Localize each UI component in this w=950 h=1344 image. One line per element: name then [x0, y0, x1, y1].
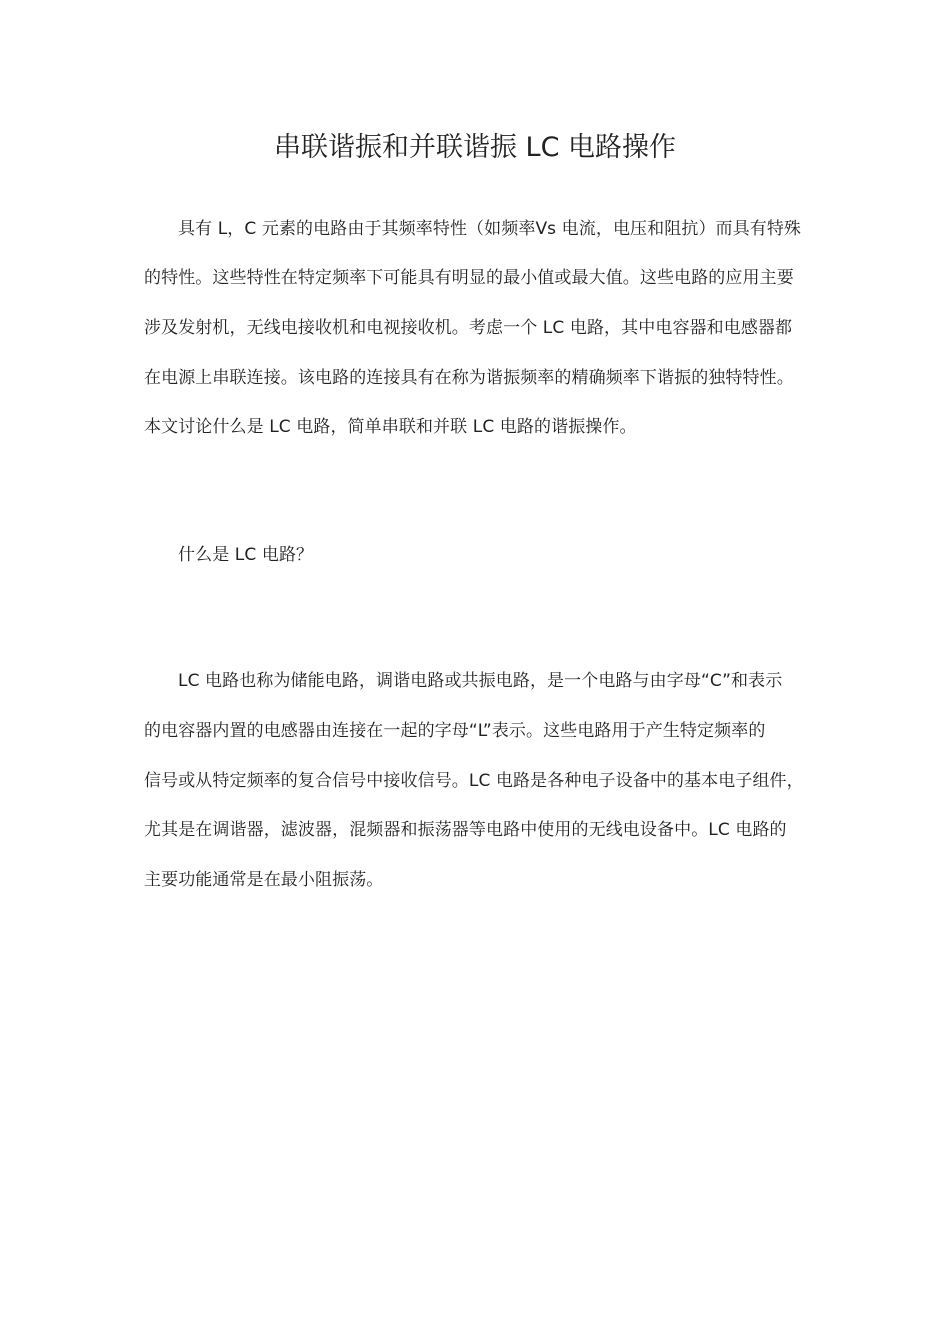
paragraph-1-line-1: 具有 L，C 元素的电路由于其频率特性（如频率Vs 电流，电压和阻抗）而具有特殊 [178, 219, 802, 239]
paragraph-2-line-5: 主要功能通常是在最小阻振荡。 [144, 870, 384, 890]
paragraph-2-line-4: 尤其是在调谐器，滤波器，混频器和振荡器等电路中使用的无线电设备中。LC 电路的 [144, 820, 787, 840]
paragraph-1-line-4: 在电源上串联连接。该电路的连接具有在称为谐振频率的精确频率下谐振的独特特性。 [144, 368, 794, 388]
paragraph-1-line-5: 本文讨论什么是 LC 电路，简单串联和并联 LC 电路的谐振操作。 [144, 417, 637, 437]
paragraph-2-line-1: LC 电路也称为储能电路，调谐电路或共振电路，是一个电路与由字母“C”和表示 [178, 671, 783, 691]
document-title: 串联谐振和并联谐振 LC 电路操作 [273, 132, 677, 163]
paragraph-2-line-3: 信号或从特定频率的复合信号中接收信号。LC 电路是各种电子设备中的基本电子组件， [144, 771, 804, 791]
section-heading: 什么是 LC 电路？ [178, 545, 314, 565]
paragraph-1-line-2: 的特性。这些特性在特定频率下可能具有明显的最小值或最大值。这些电路的应用主要 [144, 268, 794, 288]
paragraph-1-line-3: 涉及发射机，无线电接收机和电视接收机。考虑一个 LC 电路，其中电容器和电感器都 [144, 318, 793, 338]
paragraph-2-line-2: 的电容器内置的电感器由连接在一起的字母“L”表示。这些电路用于产生特定频率的 [144, 721, 766, 741]
